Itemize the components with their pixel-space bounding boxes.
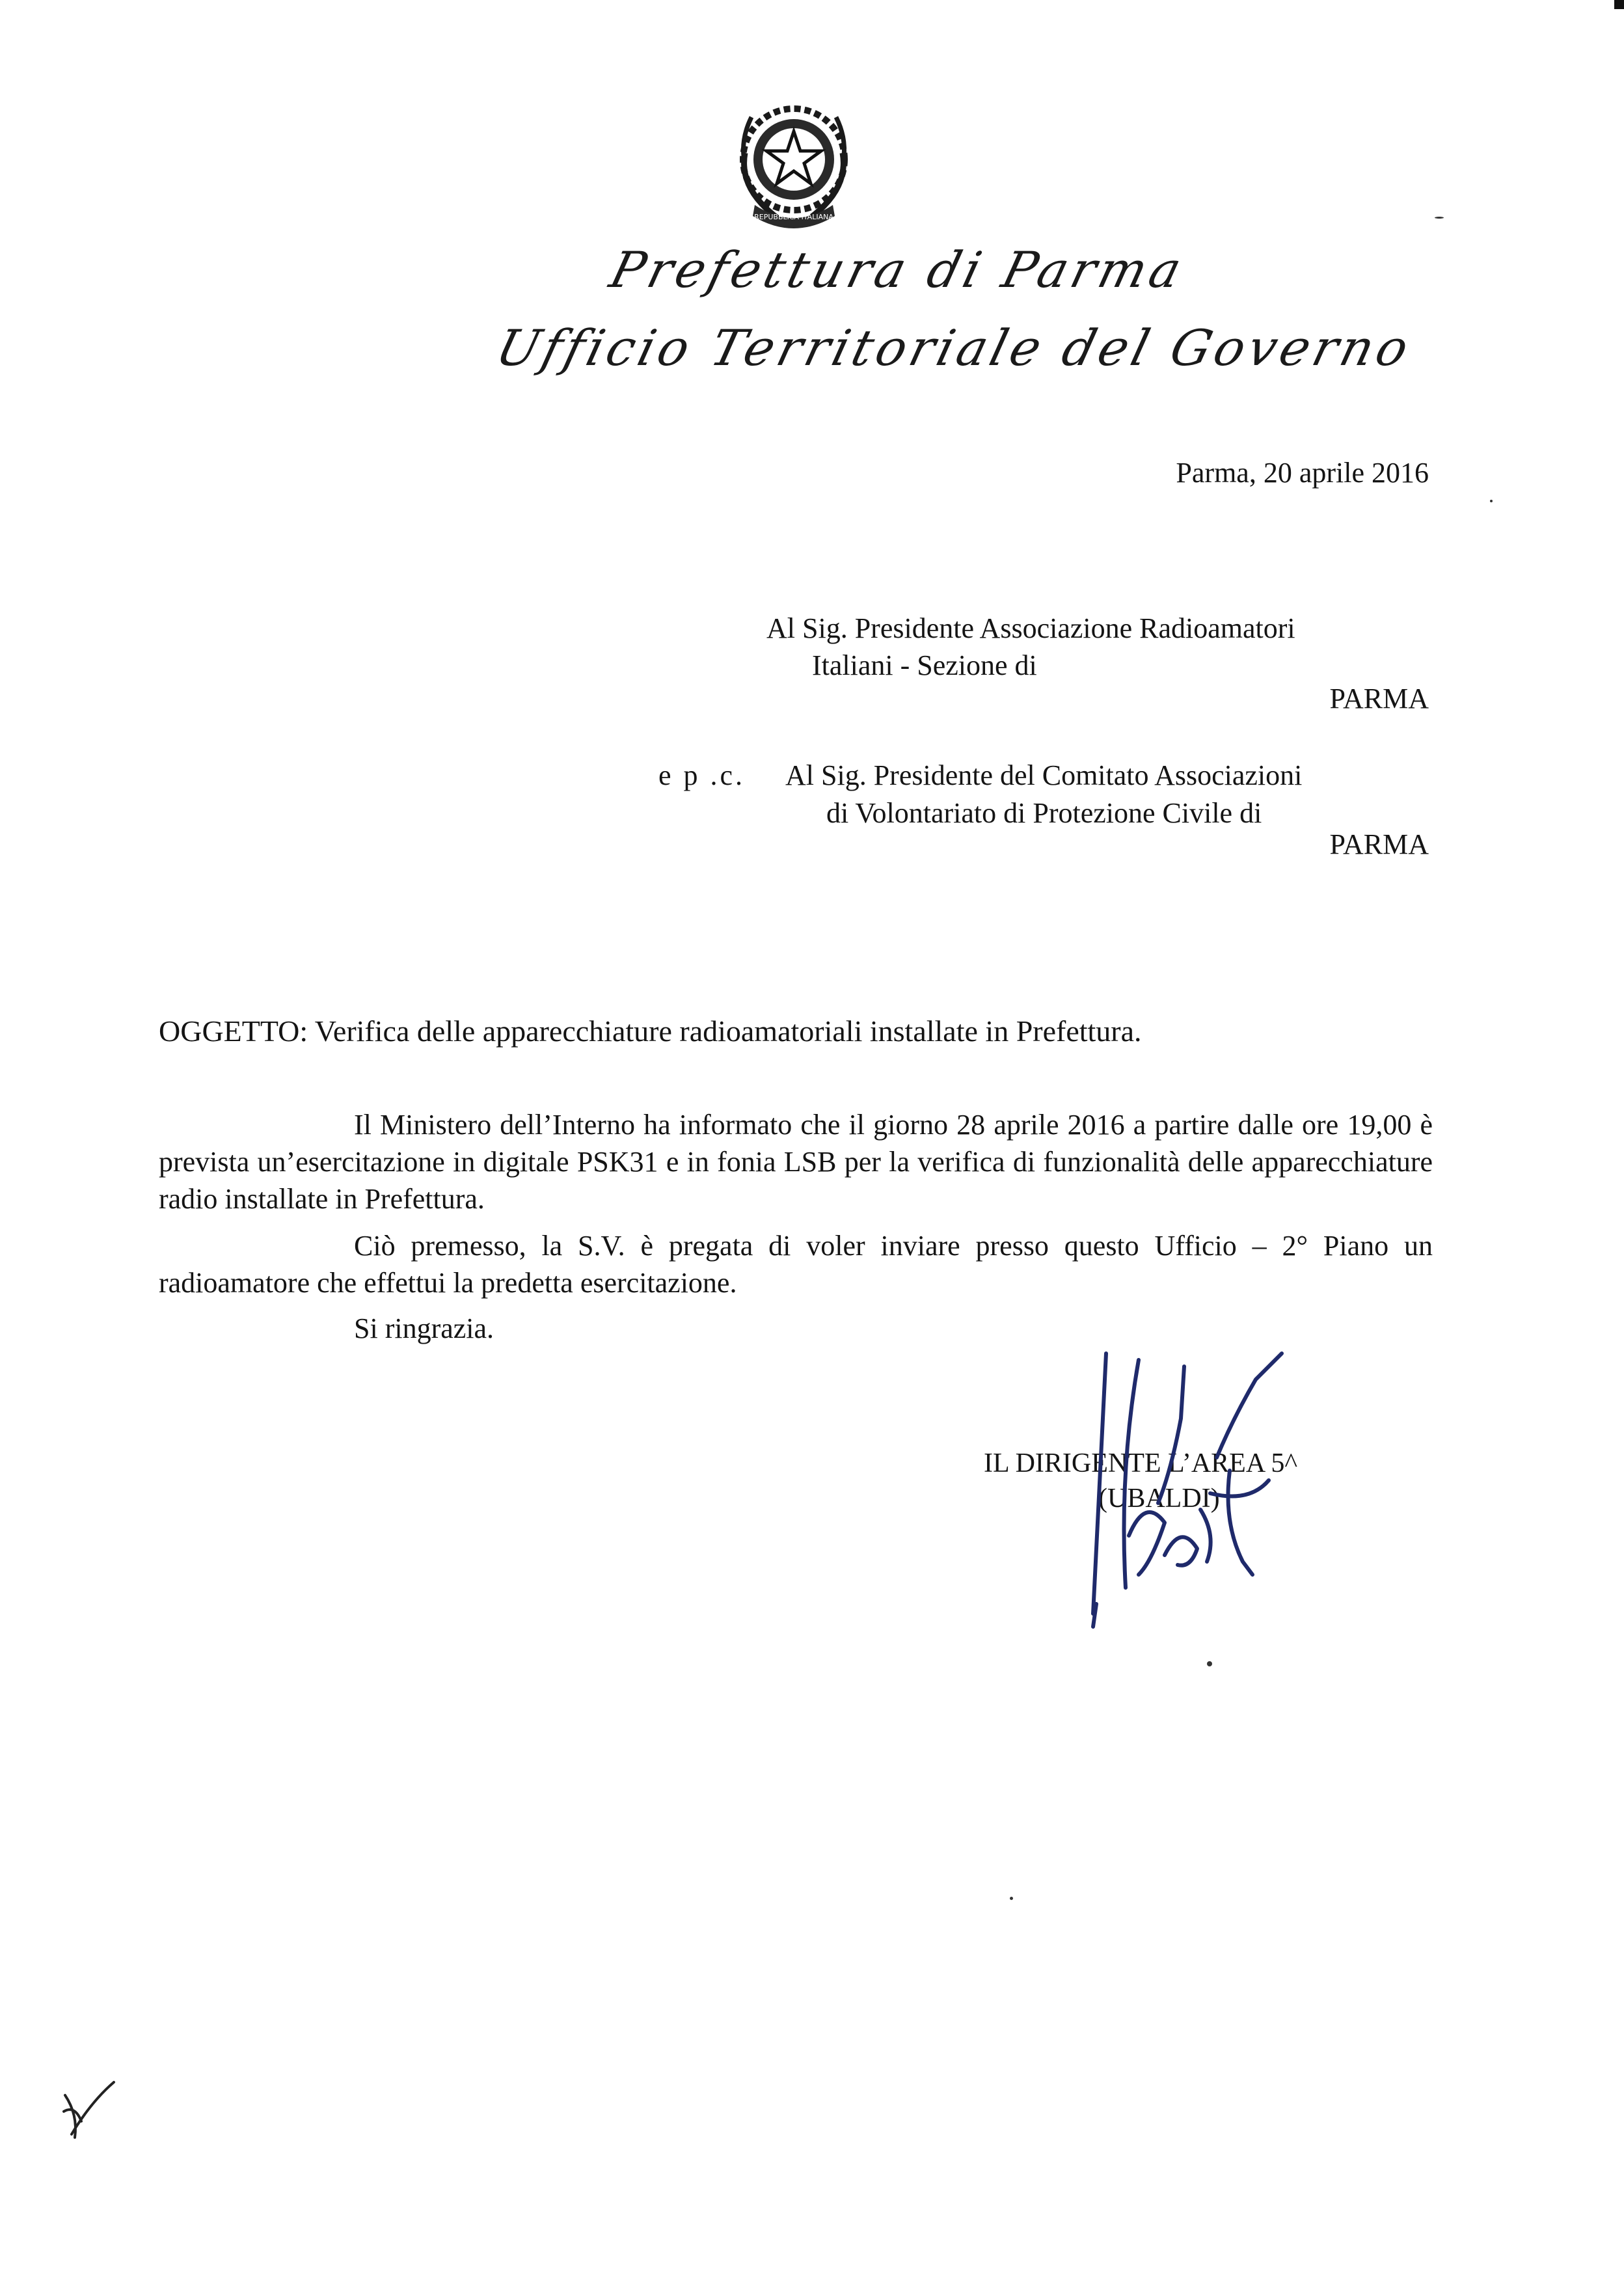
subject-line: OGGETTO: Verifica delle apparecchiature radioamatoriali installate in Prefettura. xyxy=(159,1014,1142,1048)
scan-corner-mark xyxy=(1614,0,1624,9)
ink-dot xyxy=(1435,217,1444,219)
closing-line: Si ringrazia. xyxy=(354,1312,494,1344)
office-name: Ufficio Territoriale del Governo xyxy=(490,319,1418,377)
republic-emblem-icon xyxy=(725,91,862,234)
ink-dot xyxy=(1010,1897,1013,1900)
cc-recipient-line-2: di Volontariato di Protezione Civile di xyxy=(826,797,1262,829)
date-line: Parma, 20 aprile 2016 xyxy=(1176,457,1429,489)
body-paragraph-2: Ciò premesso, la S.V. è pregata di voler inviare presso questo Ufficio – 2° Piano un radioamatore che effettui la predetta esercitazione. xyxy=(159,1230,1433,1299)
recipient-line-2: Italiani - Sezione di xyxy=(812,649,1037,681)
emblem-ribbon-text: REPUBBLICA ITALIANA xyxy=(754,213,833,221)
margin-mark-icon xyxy=(52,2076,124,2147)
cc-recipient-line-1: Al Sig. Presidente del Comitato Associazioni xyxy=(785,759,1303,791)
handwritten-signature xyxy=(1067,1340,1301,1640)
ink-dot xyxy=(1207,1661,1212,1666)
recipient-line-1: Al Sig. Presidente Associazione Radioamatori xyxy=(766,612,1295,644)
signatory-title: IL DIRIGENTE L’AREA 5^ xyxy=(984,1448,1298,1478)
cc-recipient-city: PARMA xyxy=(1329,828,1429,860)
recipient-city: PARMA xyxy=(1329,683,1429,714)
prefecture-name: Prefettura di Parma xyxy=(604,241,1191,299)
ink-dot xyxy=(1490,500,1493,502)
cc-prefix: e p .c. xyxy=(658,759,746,791)
body-paragraph-1: Il Ministero dell’Interno ha informato che il giorno 28 aprile 2016 a partire dalle ore 19,00 è prevista un’esercitazione in digitale PSK31 e in fonia LSB per la verifica di funzionalità delle apparecchiature radio installate in Prefettura. xyxy=(159,1109,1433,1215)
signatory-name: (UBALDI) xyxy=(1098,1484,1220,1513)
